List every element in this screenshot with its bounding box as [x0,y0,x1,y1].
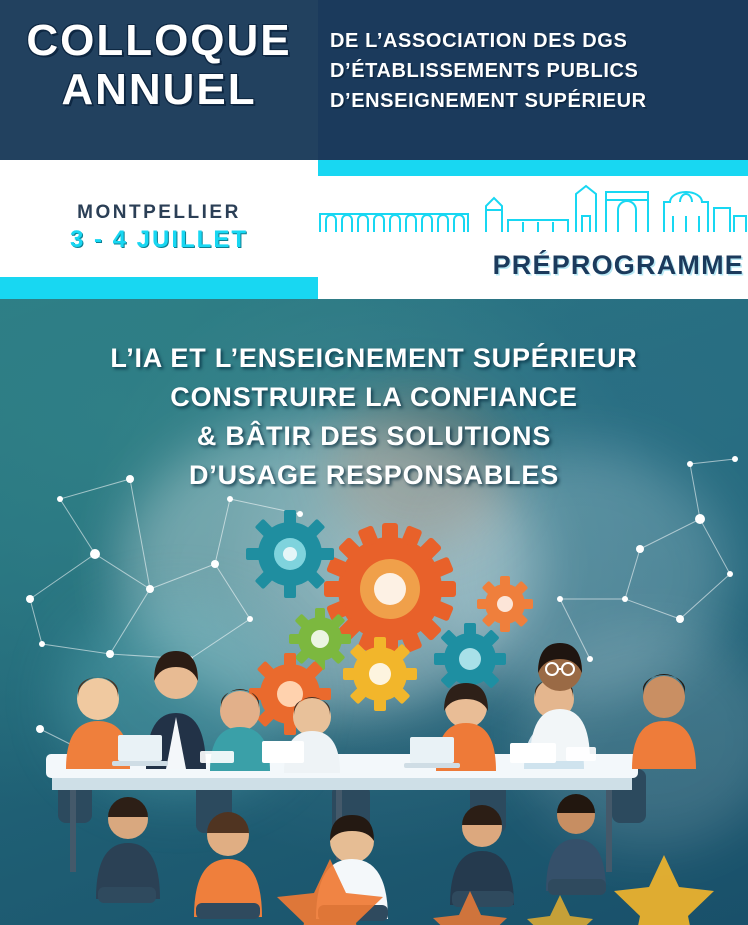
event-city: MONTPELLIER [77,202,241,223]
title-line-1: COLLOQUE [26,16,292,65]
hero-line-1: L’IA ET L’ENSEIGNEMENT SUPÉRIEUR [110,343,638,373]
person-figure [632,674,696,769]
skyline-icon [318,176,748,234]
hero-illustration [0,299,748,925]
document-type-label: PRÉPROGRAMME [492,250,744,280]
subtitle-line-3: D’ENSEIGNEMENT SUPÉRIEUR [330,90,647,112]
hero-line-2: CONSTRUIRE LA CONFIANCE [170,382,578,413]
hero-line-3: & BÂTIR DES SOLUTIONS [196,421,552,452]
accent-bar-bottom [0,277,318,299]
hero-line-4: D’USAGE RESPONSABLES [188,460,560,491]
hero-heading [0,339,748,496]
accent-bar-top [318,160,748,176]
event-dates: 3 - 4 JUILLET [69,226,249,253]
subtitle-line-2: D’ÉTABLISSEMENTS PUBLICS [330,60,639,82]
page-title [0,16,318,115]
person-figure [546,794,606,891]
person-figure [96,797,160,899]
header-band [0,0,748,160]
title-line-2: ANNUEL [61,65,257,115]
subtitle-line-1: DE L’ASSOCIATION DES DGS [330,30,628,52]
header-subtitle [330,26,740,116]
